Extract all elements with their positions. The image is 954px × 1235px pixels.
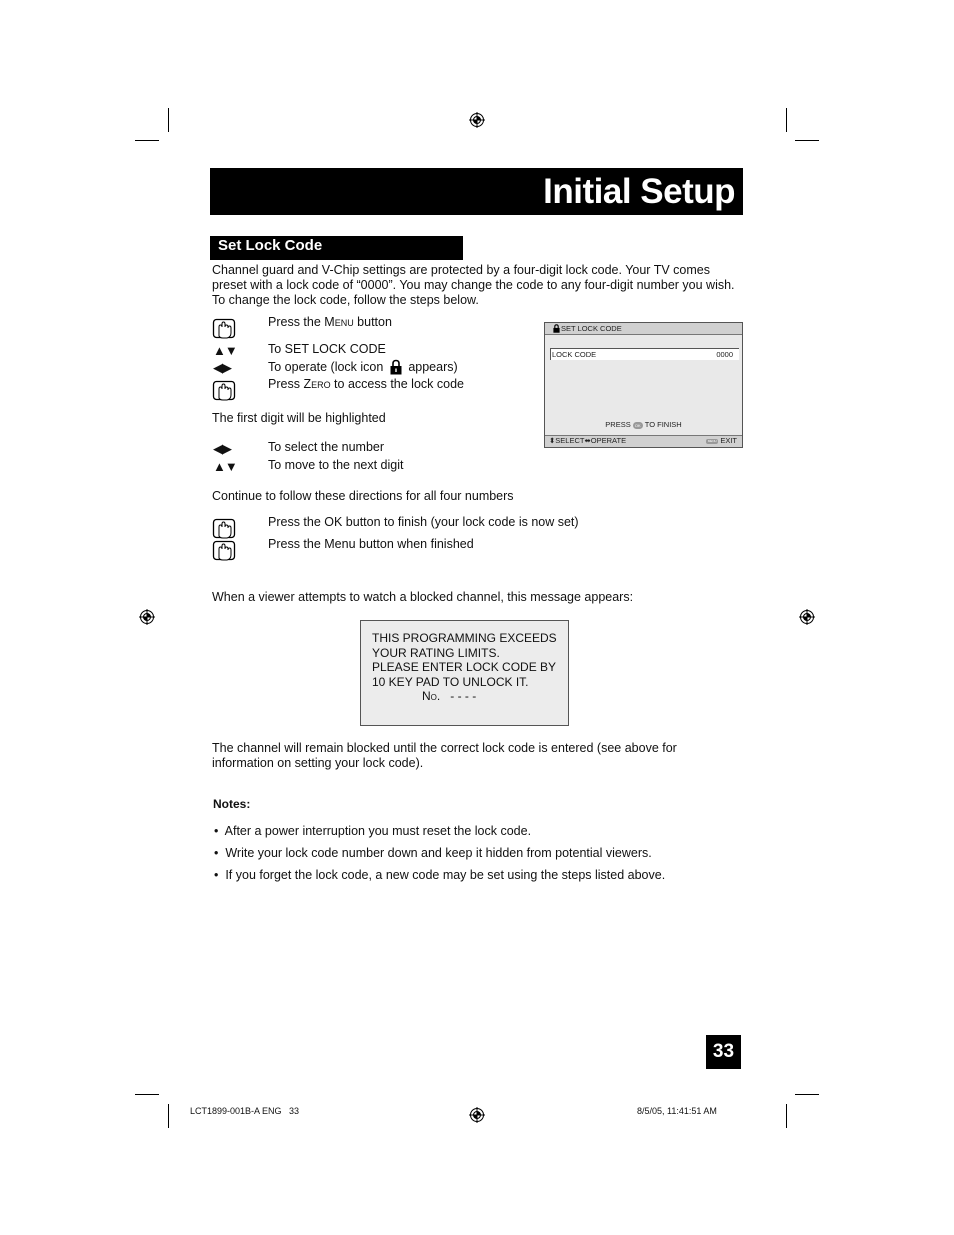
left-right-arrow-icon: ◀▶: [213, 441, 231, 456]
continue-text: Continue to follow these directions for all four numbers: [212, 489, 514, 503]
osd-lock-code-field: LOCK CODE 0000: [550, 348, 739, 360]
crop-mark: [786, 108, 787, 132]
notes-title: Notes:: [213, 797, 251, 811]
osd-ok-key-icon: OK: [633, 422, 643, 429]
zero-key-label: Zero: [303, 377, 331, 391]
lock-icon: [390, 359, 402, 375]
footer-file-info: LCT1899-001B-A ENG 33: [190, 1106, 300, 1116]
registration-mark-icon: [799, 609, 815, 625]
up-down-arrow-icon: ▲▼: [213, 459, 237, 474]
crop-mark: [795, 1094, 819, 1095]
left-right-arrow-icon: ◀▶: [213, 360, 231, 375]
crop-mark: [795, 140, 819, 141]
osd-title-bar: SET LOCK CODE: [545, 323, 742, 335]
crop-mark: [135, 140, 159, 141]
crop-mark: [168, 1104, 169, 1128]
osd-menu-key-icon: MENU: [707, 438, 717, 443]
page-number: 33: [706, 1035, 741, 1069]
note-item: • Write your lock code number down and keep it hidden from potential viewers.: [214, 846, 652, 860]
registration-mark-icon: [469, 1107, 485, 1123]
menu-key-label: Menu: [324, 315, 354, 329]
intro-paragraph: Channel guard and V-Chip settings are protected by a four-digit lock code. Your TV comes preset with a lock code of “0000”. You may change the code to any four-digit number you wish. To change the lock code, follow the steps below.: [212, 263, 735, 307]
footer-timestamp: 8/5/05, 11:41:51 AM: [637, 1106, 717, 1116]
blocked-channel-message: THIS PROGRAMMING EXCEEDS YOUR RATING LIMITS. PLEASE ENTER LOCK CODE BY 10 KEY PAD TO UNLOCK IT. No. - - - -: [360, 620, 569, 726]
remote-button-press-icon: [212, 518, 238, 540]
blocked-outro-text: The channel will remain blocked until the correct lock code is entered (see above for information on setting your lock code).: [212, 741, 677, 770]
remote-button-press-icon: [212, 380, 238, 402]
crop-mark: [168, 108, 169, 132]
registration-mark-icon: [469, 112, 485, 128]
note-item: • If you forget the lock code, a new code may be set using the steps listed above.: [214, 868, 666, 882]
remote-button-press-icon: [212, 318, 238, 340]
osd-press-to-finish: PRESS OK TO FINISH: [605, 420, 682, 429]
note-item: • After a power interruption you must reset the lock code.: [214, 824, 532, 838]
lock-icon: [553, 324, 560, 333]
section-title: Set Lock Code: [210, 236, 463, 260]
up-down-arrow-icon: ▲▼: [213, 343, 237, 358]
crop-mark: [135, 1094, 159, 1095]
crop-mark: [786, 1104, 787, 1128]
page-title: Initial Setup: [210, 168, 743, 215]
first-digit-text: The first digit will be highlighted: [212, 411, 386, 425]
blocked-intro-text: When a viewer attempts to watch a blocked channel, this message appears:: [212, 590, 634, 604]
osd-set-lock-code-screen: [544, 322, 743, 448]
remote-button-press-icon: [212, 540, 238, 562]
up-down-arrow-icon: ⬍: [549, 436, 556, 445]
registration-mark-icon: [139, 609, 155, 625]
left-right-arrow-icon: ⬌: [584, 436, 591, 445]
osd-footer-bar: ⬍SELECT⬌OPERATE MENU EXIT: [545, 435, 742, 447]
